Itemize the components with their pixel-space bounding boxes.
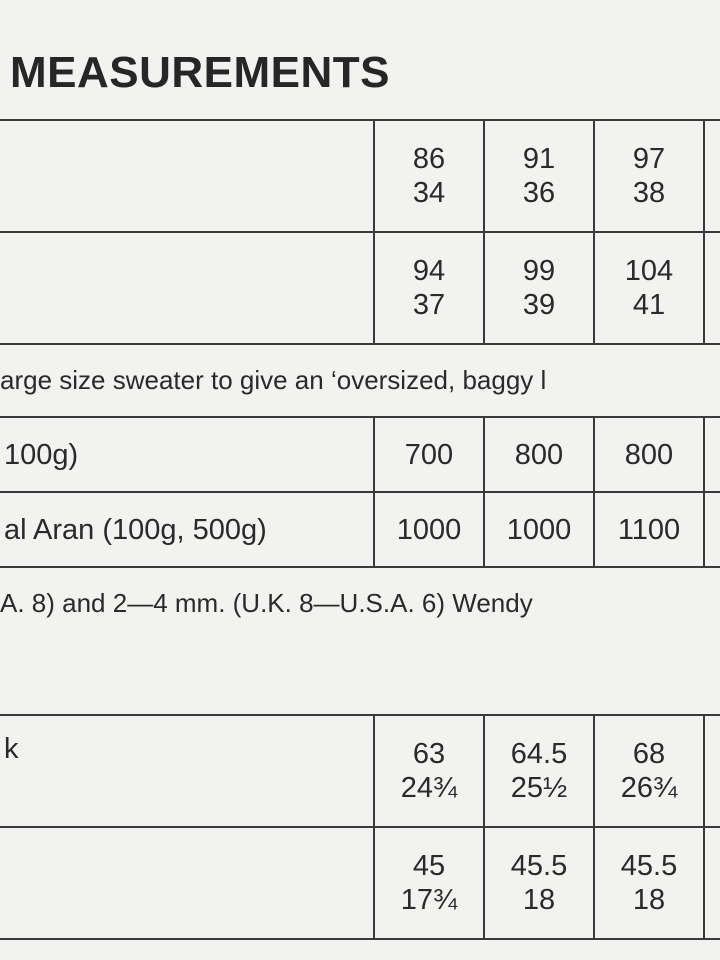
cm-value: 45.5 — [620, 850, 678, 882]
in-value: 38 — [632, 177, 666, 209]
cropped-cell — [704, 120, 720, 232]
sizes-table — [0, 119, 720, 345]
size-cell — [484, 120, 594, 232]
size-cell — [374, 232, 484, 344]
cm-value: 99 — [522, 255, 556, 287]
in-value: 17¾ — [400, 884, 458, 916]
yarn-cell: 1000 — [484, 492, 594, 567]
yarn-cell: 800 — [594, 417, 704, 492]
cm-value: 86 — [412, 143, 446, 175]
row-label — [0, 827, 374, 939]
cm-value: 45.5 — [510, 850, 568, 882]
size-cell — [594, 120, 704, 232]
yarn-cell: 1100 — [594, 492, 704, 567]
row-label — [0, 120, 374, 232]
in-value: 26¾ — [620, 772, 678, 804]
cm-value: 64.5 — [510, 738, 568, 770]
row-label: 100g) — [0, 417, 374, 492]
table-row — [0, 492, 720, 567]
needles-text: A. 8) and 2—4 mm. (U.K. 8—U.S.A. 6) Wendy — [0, 588, 533, 618]
row-label: al Aran (100g, 500g) — [0, 492, 374, 567]
yarn-cell: 1000 — [374, 492, 484, 567]
length-cell — [594, 715, 704, 827]
length-cell — [374, 827, 484, 939]
size-cell — [484, 232, 594, 344]
length-cell — [594, 827, 704, 939]
yarn-table — [0, 416, 720, 568]
cm-value: 97 — [632, 143, 666, 175]
cm-value: 91 — [522, 143, 556, 175]
size-cell — [374, 120, 484, 232]
cm-value: 104 — [624, 255, 674, 287]
table-row — [0, 417, 720, 492]
cropped-cell — [704, 492, 720, 567]
page-title: MEASUREMENTS — [10, 48, 391, 97]
table-row — [0, 827, 720, 939]
in-value: 18 — [632, 884, 666, 916]
cm-value: 45 — [412, 850, 446, 882]
size-cell — [594, 232, 704, 344]
in-value: 39 — [522, 289, 556, 321]
in-value: 25½ — [510, 772, 568, 804]
table-row — [0, 715, 720, 827]
table-row — [0, 120, 720, 232]
length-cell — [484, 715, 594, 827]
cm-value: 68 — [632, 738, 666, 770]
in-value: 37 — [412, 289, 446, 321]
table-row — [0, 232, 720, 344]
yarn-cell: 800 — [484, 417, 594, 492]
row-label: k — [0, 715, 374, 827]
length-cell — [374, 715, 484, 827]
in-value: 34 — [412, 177, 446, 209]
cropped-cell — [704, 827, 720, 939]
row-label — [0, 232, 374, 344]
in-value: 41 — [632, 289, 666, 321]
size-note: arge size sweater to give an ‘oversized, baggy l — [0, 365, 547, 395]
cropped-cell — [704, 232, 720, 344]
cropped-cell — [704, 417, 720, 492]
in-value: 18 — [522, 884, 556, 916]
cm-value: 63 — [412, 738, 446, 770]
in-value: 36 — [522, 177, 556, 209]
lengths-table — [0, 714, 720, 940]
in-value: 24¾ — [400, 772, 458, 804]
length-cell — [484, 827, 594, 939]
yarn-cell: 700 — [374, 417, 484, 492]
cropped-cell — [704, 715, 720, 827]
cm-value: 94 — [412, 255, 446, 287]
